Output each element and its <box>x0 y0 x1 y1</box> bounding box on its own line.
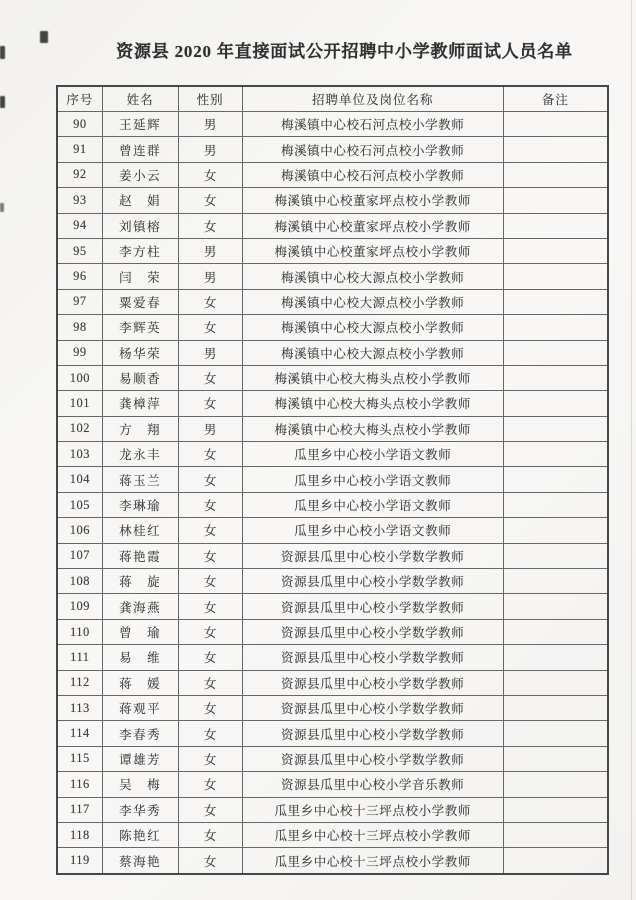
cell-gender: 女 <box>178 213 242 238</box>
table-row <box>57 848 608 874</box>
cell-position: 梅溪镇中心校石河点校小学教师 <box>242 137 503 162</box>
table-header-row <box>57 86 608 112</box>
cell-position: 瓜里乡中心校十三坪点校小学教师 <box>242 822 503 847</box>
table-row <box>57 340 608 365</box>
column-header-position: 招聘单位及岗位名称 <box>242 86 503 112</box>
cell-gender: 女 <box>178 848 242 874</box>
cell-name: 闫 荣 <box>102 264 178 289</box>
cell-remark <box>503 619 608 644</box>
cell-gender: 女 <box>178 619 242 644</box>
cell-gender: 女 <box>178 822 242 847</box>
table-row <box>57 365 608 390</box>
cell-index: 116 <box>57 772 102 797</box>
cell-index: 91 <box>57 137 102 162</box>
cell-gender: 女 <box>178 721 242 746</box>
table-row <box>57 289 608 314</box>
cell-position: 资源县瓜里中心校小学数学教师 <box>242 543 503 568</box>
column-header-gender: 性别 <box>178 86 242 112</box>
cell-position: 梅溪镇中心校大源点校小学教师 <box>242 315 503 340</box>
cell-index: 109 <box>57 594 102 619</box>
cell-name: 李辉英 <box>102 315 178 340</box>
cell-name: 谭雄芳 <box>102 746 178 771</box>
table-row <box>57 467 608 492</box>
cell-gender: 女 <box>178 188 242 213</box>
cell-name: 王延辉 <box>102 112 178 137</box>
column-header-index: 序号 <box>57 86 102 112</box>
cell-remark <box>503 645 608 670</box>
table-row <box>57 797 608 822</box>
cell-name: 蔡海艳 <box>102 848 178 874</box>
cell-index: 114 <box>57 721 102 746</box>
cell-position: 资源县瓜里中心校小学数学教师 <box>242 721 503 746</box>
cell-position: 资源县瓜里中心校小学数学教师 <box>242 746 503 771</box>
cell-position: 梅溪镇中心校董家坪点校小学教师 <box>242 213 503 238</box>
cell-remark <box>503 492 608 517</box>
cell-index: 99 <box>57 340 102 365</box>
cell-gender: 男 <box>178 137 242 162</box>
cell-gender: 女 <box>178 645 242 670</box>
cell-remark <box>503 442 608 467</box>
cell-index: 111 <box>57 645 102 670</box>
cell-index: 117 <box>57 797 102 822</box>
cell-gender: 女 <box>178 772 242 797</box>
cell-name: 杨华荣 <box>102 340 178 365</box>
cell-position: 瓜里乡中心校小学语文教师 <box>242 492 503 517</box>
cell-position: 瓜里乡中心校小学语文教师 <box>242 467 503 492</box>
cell-name: 姜小云 <box>102 162 178 187</box>
cell-name: 蒋 旋 <box>102 569 178 594</box>
scan-edge-line <box>631 0 632 900</box>
cell-gender: 男 <box>178 238 242 263</box>
cell-remark <box>503 518 608 543</box>
cell-name: 陈艳红 <box>102 822 178 847</box>
cell-remark <box>503 695 608 720</box>
cell-name: 龙永丰 <box>102 442 178 467</box>
cell-position: 资源县瓜里中心校小学数学教师 <box>242 569 503 594</box>
cell-name: 粟爱春 <box>102 289 178 314</box>
cell-remark <box>503 772 608 797</box>
cell-gender: 女 <box>178 746 242 771</box>
scan-artifact <box>0 96 5 108</box>
table-row <box>57 213 608 238</box>
cell-name: 方 翔 <box>102 416 178 441</box>
cell-name: 刘镇榕 <box>102 213 178 238</box>
cell-name: 蒋玉兰 <box>102 467 178 492</box>
cell-name: 李方柱 <box>102 238 178 263</box>
table-row <box>57 264 608 289</box>
table-row <box>57 112 608 137</box>
table-row <box>57 822 608 847</box>
scan-artifact <box>0 46 5 59</box>
scan-artifact <box>40 31 48 43</box>
cell-index: 105 <box>57 492 102 517</box>
cell-name: 龚海燕 <box>102 594 178 619</box>
cell-remark <box>503 797 608 822</box>
cell-name: 龚樟萍 <box>102 391 178 416</box>
cell-gender: 女 <box>178 467 242 492</box>
cell-index: 101 <box>57 391 102 416</box>
table-row <box>57 188 608 213</box>
cell-remark <box>503 670 608 695</box>
table-row <box>57 670 608 695</box>
cell-remark <box>503 543 608 568</box>
column-header-remark: 备注 <box>503 86 608 112</box>
cell-gender: 男 <box>178 112 242 137</box>
table-row <box>57 721 608 746</box>
cell-position: 梅溪镇中心校大源点校小学教师 <box>242 340 503 365</box>
cell-gender: 女 <box>178 289 242 314</box>
cell-gender: 男 <box>178 416 242 441</box>
cell-remark <box>503 365 608 390</box>
cell-gender: 女 <box>178 569 242 594</box>
cell-gender: 女 <box>178 365 242 390</box>
cell-remark <box>503 213 608 238</box>
cell-name: 易顺香 <box>102 365 178 390</box>
table-row <box>57 442 608 467</box>
cell-gender: 女 <box>178 492 242 517</box>
cell-name: 蒋艳霞 <box>102 543 178 568</box>
cell-position: 资源县瓜里中心校小学音乐教师 <box>242 772 503 797</box>
cell-index: 96 <box>57 264 102 289</box>
candidates-table <box>56 85 609 875</box>
cell-position: 瓜里乡中心校十三坪点校小学教师 <box>242 848 503 874</box>
cell-position: 梅溪镇中心校大梅头点校小学教师 <box>242 365 503 390</box>
cell-name: 易 维 <box>102 645 178 670</box>
cell-name: 曾 瑜 <box>102 619 178 644</box>
cell-index: 119 <box>57 848 102 874</box>
cell-remark <box>503 238 608 263</box>
cell-gender: 女 <box>178 315 242 340</box>
table-row <box>57 695 608 720</box>
table-row <box>57 518 608 543</box>
table-row <box>57 391 608 416</box>
cell-remark <box>503 746 608 771</box>
cell-position: 梅溪镇中心校石河点校小学教师 <box>242 112 503 137</box>
cell-gender: 男 <box>178 340 242 365</box>
cell-remark <box>503 315 608 340</box>
cell-remark <box>503 188 608 213</box>
cell-remark <box>503 848 608 874</box>
cell-remark <box>503 340 608 365</box>
cell-position: 资源县瓜里中心校小学数学教师 <box>242 594 503 619</box>
cell-name: 吴 梅 <box>102 772 178 797</box>
cell-gender: 女 <box>178 518 242 543</box>
cell-remark <box>503 264 608 289</box>
cell-remark <box>503 822 608 847</box>
table-row <box>57 645 608 670</box>
table-row <box>57 238 608 263</box>
cell-index: 118 <box>57 822 102 847</box>
cell-index: 107 <box>57 543 102 568</box>
cell-position: 瓜里乡中心校十三坪点校小学教师 <box>242 797 503 822</box>
cell-gender: 女 <box>178 543 242 568</box>
cell-position: 梅溪镇中心校大梅头点校小学教师 <box>242 391 503 416</box>
table-row <box>57 772 608 797</box>
table-row <box>57 416 608 441</box>
column-header-name: 姓名 <box>102 86 178 112</box>
cell-remark <box>503 137 608 162</box>
cell-position: 梅溪镇中心校大梅头点校小学教师 <box>242 416 503 441</box>
cell-index: 106 <box>57 518 102 543</box>
cell-remark <box>503 467 608 492</box>
cell-position: 资源县瓜里中心校小学数学教师 <box>242 645 503 670</box>
table-row <box>57 619 608 644</box>
cell-position: 梅溪镇中心校董家坪点校小学教师 <box>242 238 503 263</box>
cell-gender: 女 <box>178 442 242 467</box>
cell-index: 113 <box>57 695 102 720</box>
cell-remark <box>503 416 608 441</box>
cell-index: 100 <box>57 365 102 390</box>
table-row <box>57 137 608 162</box>
cell-name: 赵 娟 <box>102 188 178 213</box>
cell-gender: 女 <box>178 695 242 720</box>
cell-position: 瓜里乡中心校小学语文教师 <box>242 442 503 467</box>
cell-position: 资源县瓜里中心校小学数学教师 <box>242 670 503 695</box>
cell-name: 李华秀 <box>102 797 178 822</box>
cell-index: 112 <box>57 670 102 695</box>
cell-index: 95 <box>57 238 102 263</box>
cell-name: 蒋 媛 <box>102 670 178 695</box>
table-row <box>57 492 608 517</box>
cell-remark <box>503 569 608 594</box>
cell-gender: 女 <box>178 670 242 695</box>
cell-index: 90 <box>57 112 102 137</box>
cell-name: 李琳瑜 <box>102 492 178 517</box>
cell-remark <box>503 391 608 416</box>
cell-gender: 女 <box>178 797 242 822</box>
cell-remark <box>503 594 608 619</box>
cell-position: 梅溪镇中心校大源点校小学教师 <box>242 264 503 289</box>
cell-index: 102 <box>57 416 102 441</box>
cell-index: 93 <box>57 188 102 213</box>
cell-remark <box>503 721 608 746</box>
cell-remark <box>503 289 608 314</box>
cell-position: 资源县瓜里中心校小学数学教师 <box>242 619 503 644</box>
table-row <box>57 569 608 594</box>
table-body <box>57 112 608 874</box>
cell-index: 115 <box>57 746 102 771</box>
cell-index: 108 <box>57 569 102 594</box>
document-title: 资源县 2020 年直接面试公开招聘中小学教师面试人员名单 <box>116 42 573 61</box>
cell-remark <box>503 112 608 137</box>
cell-position: 梅溪镇中心校大源点校小学教师 <box>242 289 503 314</box>
cell-index: 104 <box>57 467 102 492</box>
cell-index: 94 <box>57 213 102 238</box>
cell-name: 曾连群 <box>102 137 178 162</box>
table-row <box>57 746 608 771</box>
cell-index: 97 <box>57 289 102 314</box>
cell-position: 梅溪镇中心校董家坪点校小学教师 <box>242 188 503 213</box>
cell-gender: 女 <box>178 391 242 416</box>
cell-remark <box>503 162 608 187</box>
cell-gender: 男 <box>178 264 242 289</box>
cell-name: 李春秀 <box>102 721 178 746</box>
table-row <box>57 594 608 619</box>
cell-index: 110 <box>57 619 102 644</box>
table-row <box>57 315 608 340</box>
cell-position: 瓜里乡中心校小学语文教师 <box>242 518 503 543</box>
cell-position: 梅溪镇中心校石河点校小学教师 <box>242 162 503 187</box>
cell-index: 92 <box>57 162 102 187</box>
table-row <box>57 162 608 187</box>
cell-position: 资源县瓜里中心校小学数学教师 <box>242 695 503 720</box>
cell-name: 林桂红 <box>102 518 178 543</box>
cell-index: 98 <box>57 315 102 340</box>
cell-name: 蒋观平 <box>102 695 178 720</box>
cell-gender: 女 <box>178 162 242 187</box>
table-row <box>57 543 608 568</box>
cell-index: 103 <box>57 442 102 467</box>
scan-artifact <box>0 203 4 212</box>
cell-gender: 女 <box>178 594 242 619</box>
